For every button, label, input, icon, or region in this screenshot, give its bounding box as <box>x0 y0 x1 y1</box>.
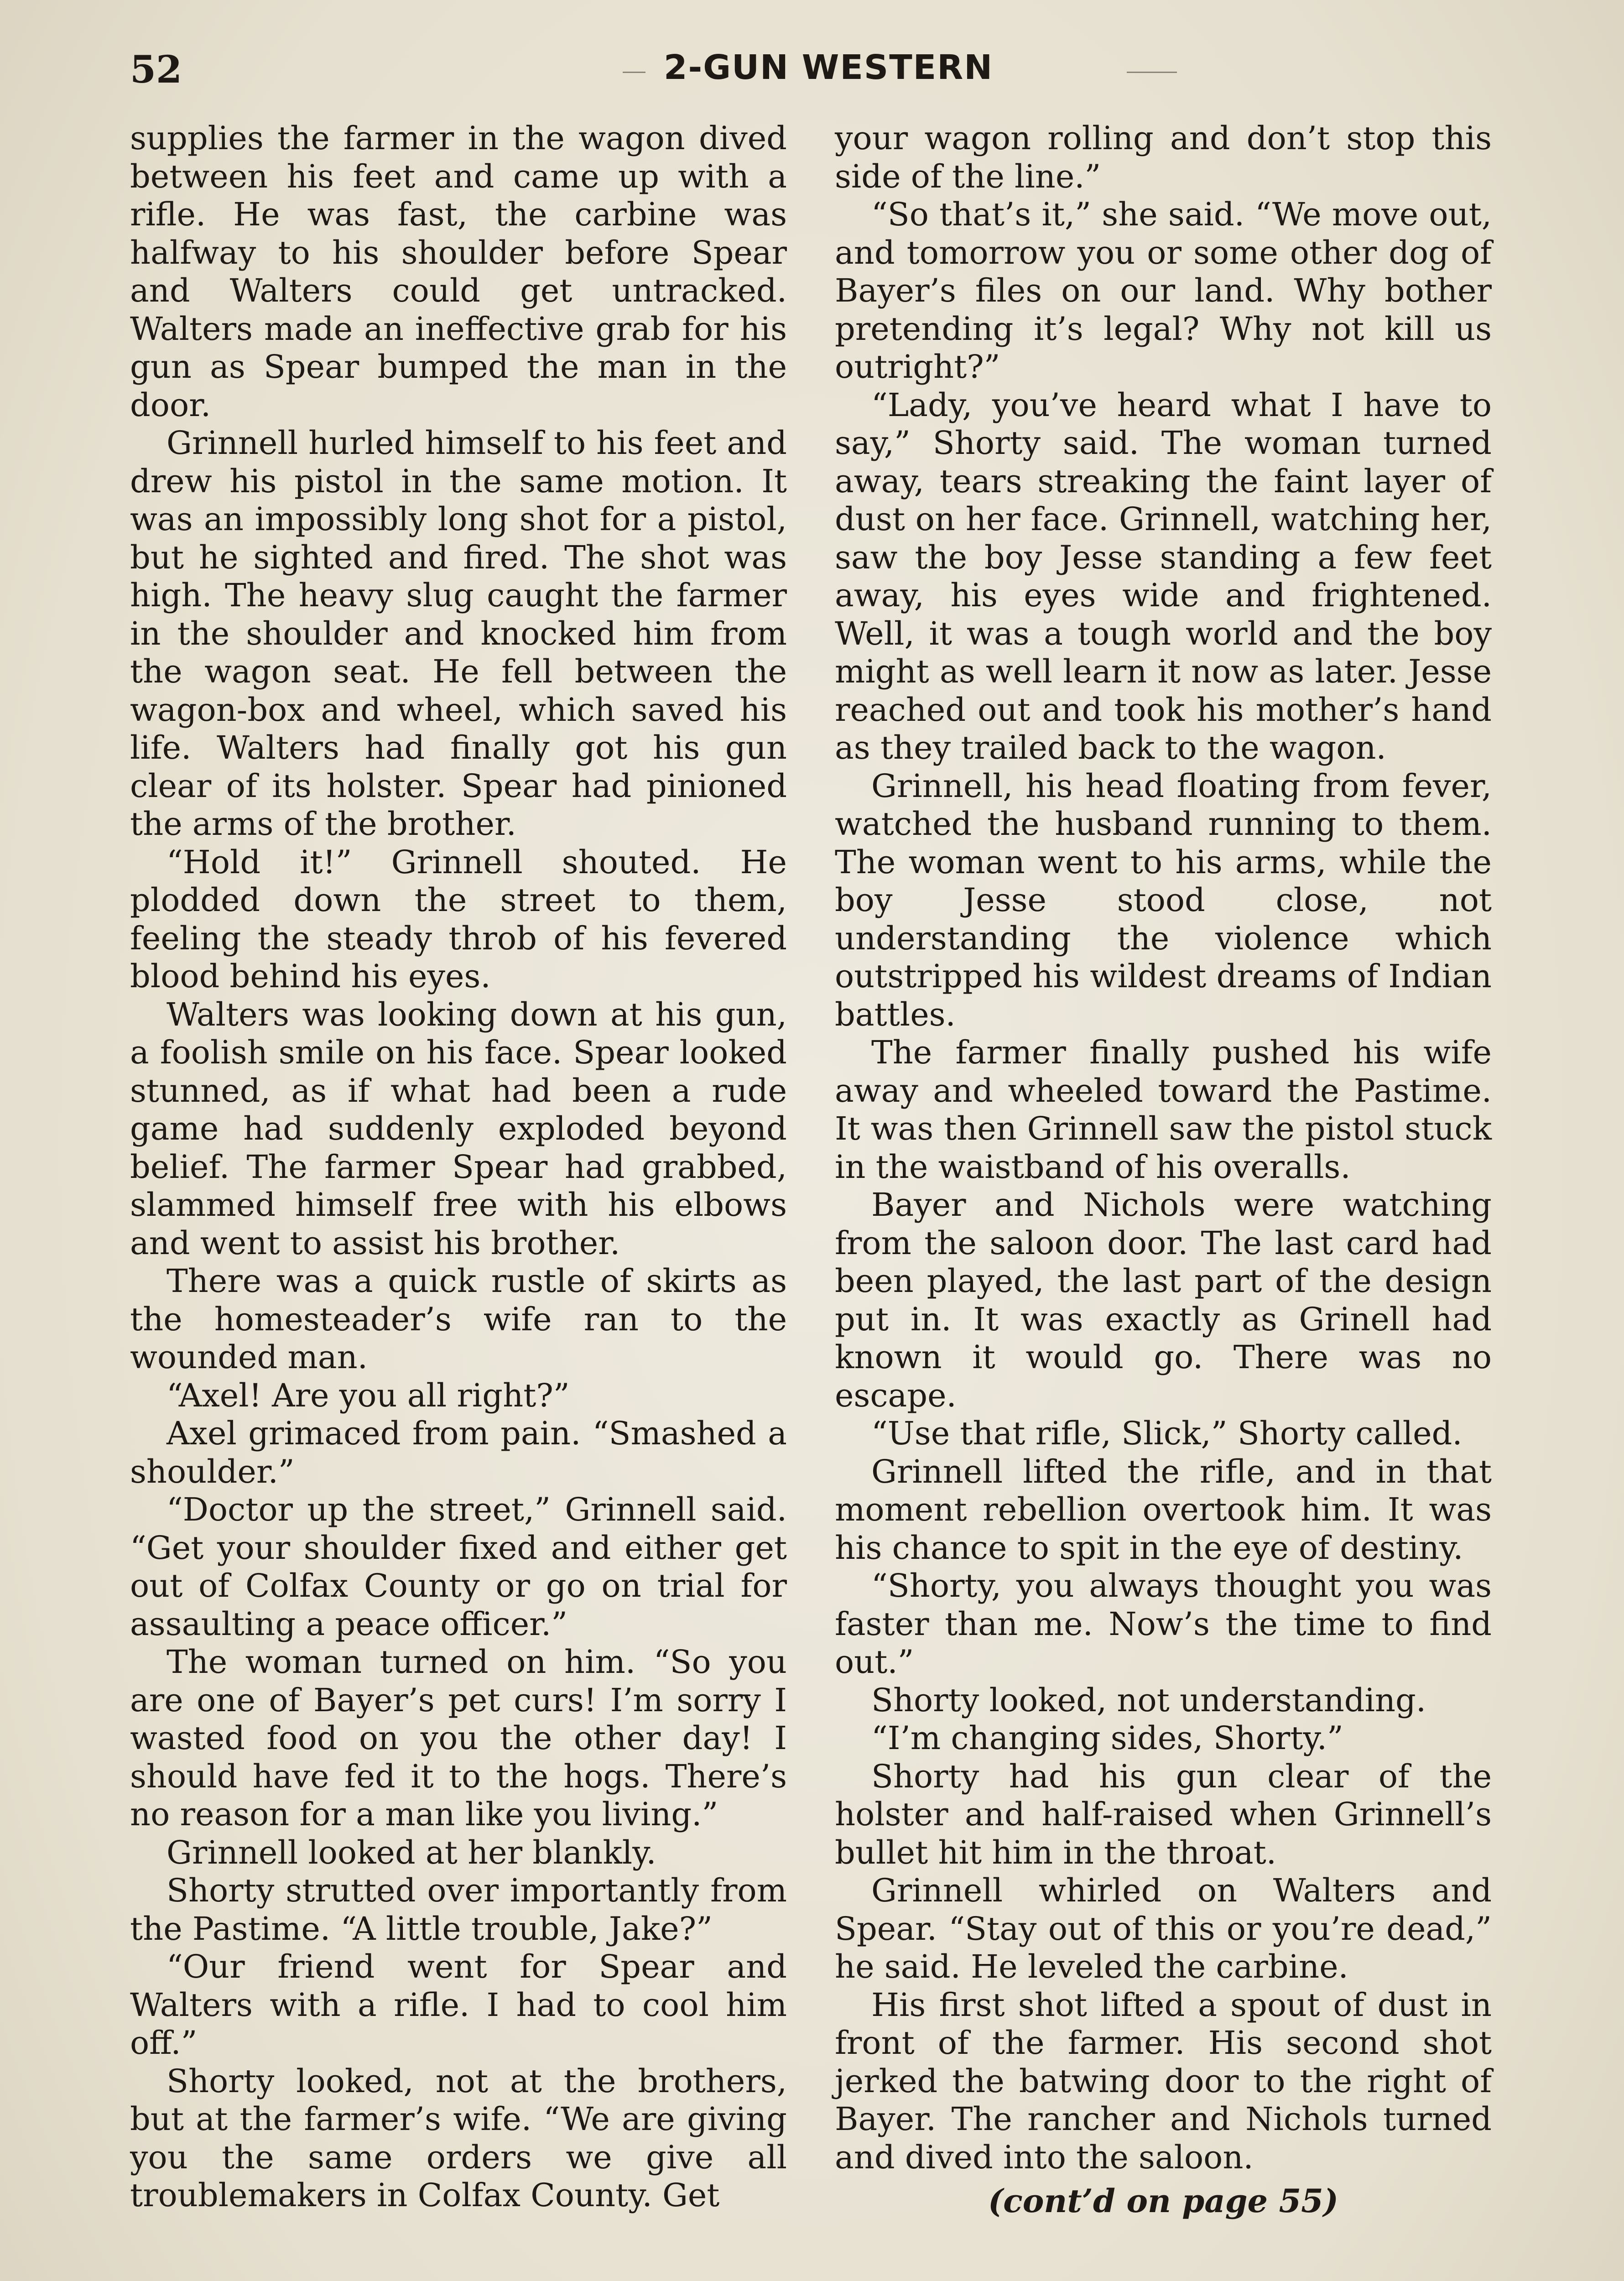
paragraph: Axel grimaced from pain. “Smashed a shoulder.” <box>130 1415 787 1490</box>
header-rule-left <box>623 72 645 73</box>
header-rule-right <box>1127 72 1177 73</box>
paragraph: your wagon rolling and don’t stop this side of the line.” <box>835 120 1492 195</box>
paragraph: “Doctor up the street,” Grinnell said. “Get your shoulder fixed and either get out of Colfax County or go on trial for assaulting a peace officer.” <box>130 1491 787 1643</box>
paragraph: “Use that rifle, Slick,” Shorty called. <box>871 1415 1463 1452</box>
paragraph: “So that’s it,” she said. “We move out, and tomorrow you or some other dog of Bayer’s files on our land. Why bother pretending it’s legal? Why not kill us outright?” <box>835 196 1492 385</box>
page-header <box>130 48 1494 103</box>
paragraph: Grinnell whirled on Walters and Spear. “Stay out of this or you’re dead,” he said. He leveled the carbine. <box>835 1872 1492 1985</box>
paragraph: “Axel! Are you all right?” <box>167 1376 570 1414</box>
paragraph: The farmer finally pushed his wife away and wheeled toward the Pastime. It was then Grinnell saw the pistol stuck in the waistband of his overalls. <box>835 1034 1492 1186</box>
paragraph: Shorty looked, not understanding. <box>871 1681 1426 1719</box>
paragraph: supplies the farmer in the wagon dived between his feet and came up with a rifle. He was fast, the carbine was halfway to his shoulder before Spear and Walters could get untracked. Walters made an ineffective grab for his gun as Spear bumped the man in the door. <box>130 120 787 424</box>
paragraph: Grinnell looked at her blankly. <box>167 1833 656 1871</box>
paragraph: Shorty strutted over importantly from the Pastime. “A little trouble, Jake?” <box>130 1872 787 1948</box>
paragraph: Shorty looked, not at the brothers, but at the farmer’s wife. “We are giving you the same orders we give all troublemakers in Colfax County. Get <box>130 2062 787 2214</box>
paragraph: Grinnell hurled himself to his feet and drew his pistol in the same motion. It was an impossibly long shot for a pistol, but he sighted and fired. The shot was high. The heavy slug caught the farmer in the shoulder and knocked him from the wagon seat. He fell between the wagon-box and wheel, which saved his life. Walters had finally got his gun clear of its holster. Spear had pinioned the arms of the brother. <box>130 424 787 843</box>
paragraph: “Our friend went for Spear and Walters with a rifle. I had to cool him off.” <box>130 1948 787 2062</box>
paragraph: Shorty had his gun clear of the holster and half-raised when Grinnell’s bullet hit him in the throat. <box>835 1757 1492 1871</box>
paragraph: “Hold it!” Grinnell shouted. He plodded down the street to them, feeling the steady throb of his fevered blood behind his eyes. <box>130 843 787 995</box>
paragraph: “Lady, you’ve heard what I have to say,” Shorty said. The woman turned away, tears streaking the faint layer of dust on her face. Grinnell, watching her, saw the boy Jesse standing a few feet away, his eyes wide and frightened. Well, it was a tough world and the boy might as well learn it now as later. Jesse reached out and took his mother’s hand as they trailed back to the wagon. <box>835 386 1492 766</box>
paragraph: There was a quick rustle of skirts as the homesteader’s wife ran to the wounded man. <box>130 1262 787 1376</box>
paragraph: Grinnell lifted the rifle, and in that moment rebellion overtook him. It was his chance to spit in the eye of destiny. <box>835 1453 1492 1567</box>
paragraph: Walters was looking down at his gun, a foolish smile on his face. Spear looked stunned, as if what had been a rude game had suddenly exploded beyond belief. The farmer Spear had grabbed, slammed himself free with his elbows and went to assist his brother. <box>130 995 787 1262</box>
paragraph: Bayer and Nichols were watching from the saloon door. The last card had been played, the last part of the design put in. It was exactly as Grinell had known it would go. There was no escape. <box>835 1186 1492 1414</box>
running-head-title: 2-GUN WESTERN <box>664 48 994 87</box>
paragraph: His first shot lifted a spout of dust in front of the farmer. His second shot jerked the batwing door to the right of Bayer. The rancher and Nichols turned and dived into the saloon. <box>835 1986 1492 2176</box>
paragraph: Grinnell, his head floating from fever, watched the husband running to them. The woman went to his arms, while the boy Jesse stood close, not understanding the violence which outstripped his wildest dreams of Indian battles. <box>835 767 1492 1033</box>
paragraph: The woman turned on him. “So you are one of Bayer’s pet curs! I’m sorry I wasted food on you the other day! I should have fed it to the hogs. There’s no reason for a man like you living.” <box>130 1643 787 1833</box>
continuation-note: (cont’d on page 55) <box>988 2182 1338 2220</box>
left-text-column <box>130 120 787 2215</box>
paragraph: “Shorty, you always thought you was faster than me. Now’s the time to find out.” <box>835 1567 1492 1681</box>
right-text-column <box>835 120 1492 2220</box>
paragraph: “I’m changing sides, Shorty.” <box>871 1719 1343 1757</box>
page-number: 52 <box>130 48 182 92</box>
